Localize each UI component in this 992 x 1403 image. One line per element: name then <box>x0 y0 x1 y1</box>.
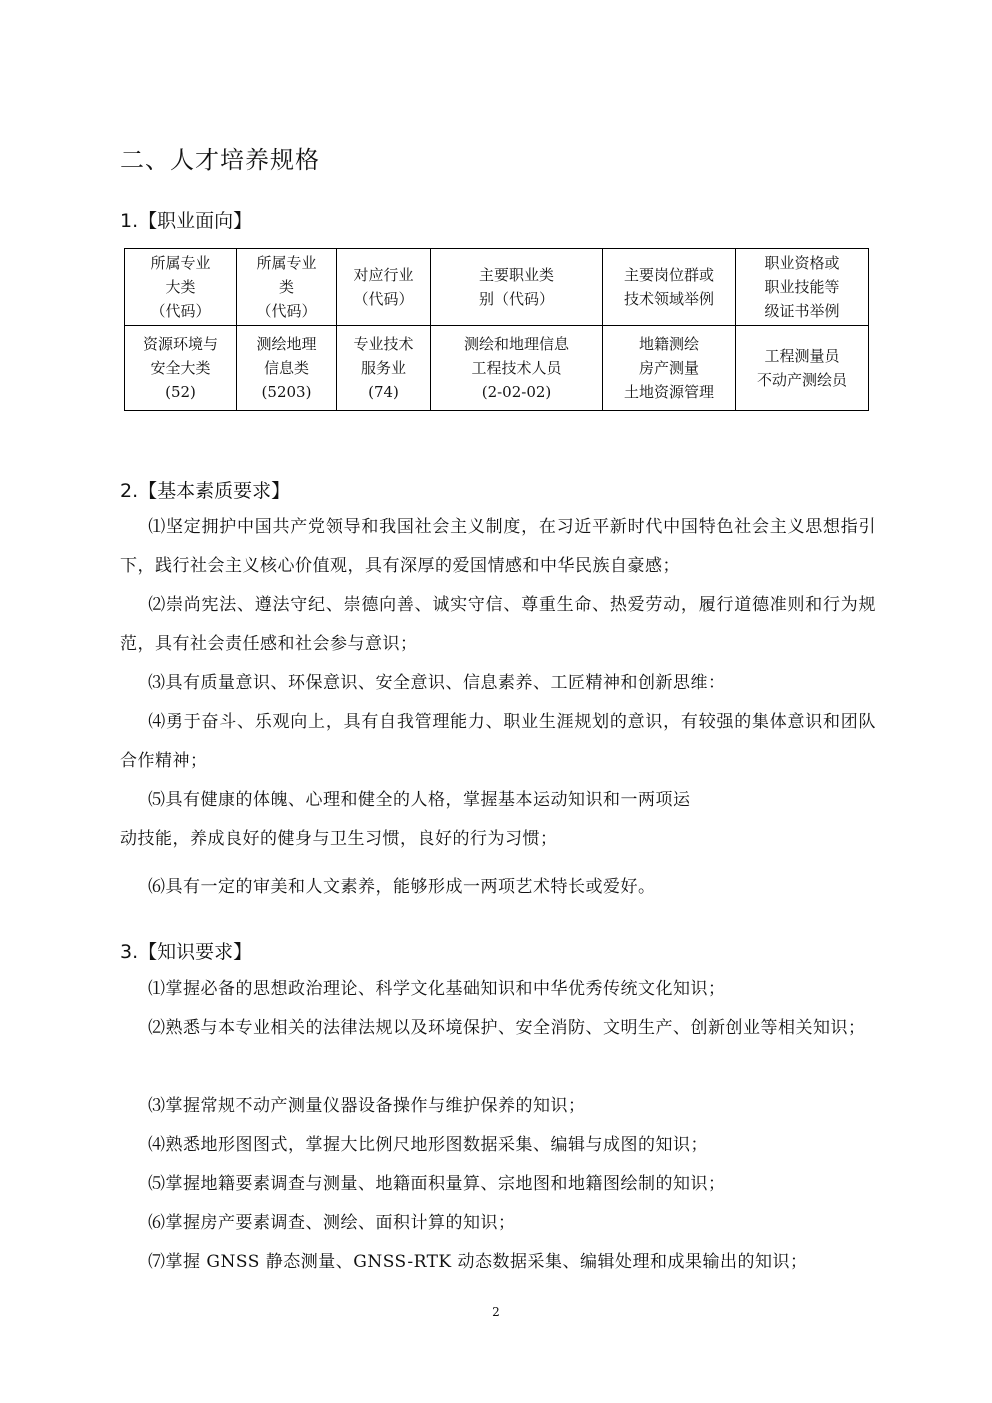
table-cell: 专业技术 服务业 (74) <box>337 326 431 411</box>
knowledge-heading: 3.【知识要求】 <box>120 941 253 963</box>
table-cell: 地籍测绘 房产测量 土地资源管理 <box>603 326 736 411</box>
quality-item-5-continued: 动技能，养成良好的健身与卫生习惯，良好的行为习惯； <box>120 829 558 849</box>
knowledge-item-3: ⑶掌握常规不动产测量仪器设备操作与维护保养的知识； <box>148 1096 586 1116</box>
occupation-heading: 1.【职业面向】 <box>120 210 253 232</box>
table-cell: 测绘和地理信息 工程技术人员 (2-02-02) <box>431 326 603 411</box>
page-number: 2 <box>492 1305 500 1319</box>
table-row <box>125 326 869 411</box>
table-header-cell: 主要职业类 别（代码） <box>431 249 603 326</box>
quality-item-3: ⑶具有质量意识、环保意识、安全意识、信息素养、工匠精神和创新思维： <box>148 673 726 693</box>
table-header-cell: 所属专业 大类 （代码） <box>125 249 237 326</box>
table-header-cell: 职业资格或 职业技能等 级证书举例 <box>736 249 869 326</box>
table-cell: 资源环境与 安全大类 (52) <box>125 326 237 411</box>
knowledge-item-7: ⑺掌握 GNSS 静态测量、GNSS-RTK 动态数据采集、编辑处理和成果输出的知识； <box>148 1252 808 1272</box>
knowledge-item-6: ⑹掌握房产要素调查、测绘、面积计算的知识； <box>148 1213 516 1233</box>
quality-item-6: ⑹具有一定的审美和人文素养，能够形成一两项艺术特长或爱好。 <box>148 877 656 897</box>
occupation-table <box>124 248 869 411</box>
quality-item-1: ⑴坚定拥护中国共产党领导和我国社会主义制度，在习近平新时代中国特色社会主义思想指引下，践行社会主义核心价值观，具有深厚的爱国情感和中华民族自豪感； <box>120 517 876 576</box>
table-cell: 工程测量员 不动产测绘员 <box>736 326 869 411</box>
quality-item-2: ⑵崇尚宪法、遵法守纪、崇德向善、诚实守信、尊重生命、热爱劳动，履行道德准则和行为规范，具有社会责任感和社会参与意识； <box>120 595 876 654</box>
knowledge-item-5: ⑸掌握地籍要素调查与测量、地籍面积量算、宗地图和地籍图绘制的知识； <box>148 1174 726 1194</box>
table-header-cell: 所属专业 类 （代码） <box>237 249 337 326</box>
basic-quality-heading: 2.【基本素质要求】 <box>120 480 291 502</box>
table-header-cell: 对应行业 （代码） <box>337 249 431 326</box>
table-header-cell: 主要岗位群或 技术领域举例 <box>603 249 736 326</box>
table-header-row <box>125 249 869 326</box>
quality-item-5: ⑸具有健康的体魄、心理和健全的人格，掌握基本运动知识和一两项运 <box>148 790 691 810</box>
knowledge-item-4: ⑷熟悉地形图图式，掌握大比例尺地形图数据采集、编辑与成图的知识； <box>148 1135 708 1155</box>
section-title: 二、人才培养规格 <box>120 146 320 174</box>
quality-item-4: ⑷勇于奋斗、乐观向上，具有自我管理能力、职业生涯规划的意识，有较强的集体意识和团队合作精神； <box>120 712 876 771</box>
knowledge-item-2: ⑵熟悉与本专业相关的法律法规以及环境保护、安全消防、文明生产、创新创业等相关知识； <box>148 1018 866 1038</box>
table-cell: 测绘地理 信息类 (5203) <box>237 326 337 411</box>
knowledge-item-1: ⑴掌握必备的思想政治理论、科学文化基础知识和中华优秀传统文化知识； <box>148 979 726 999</box>
